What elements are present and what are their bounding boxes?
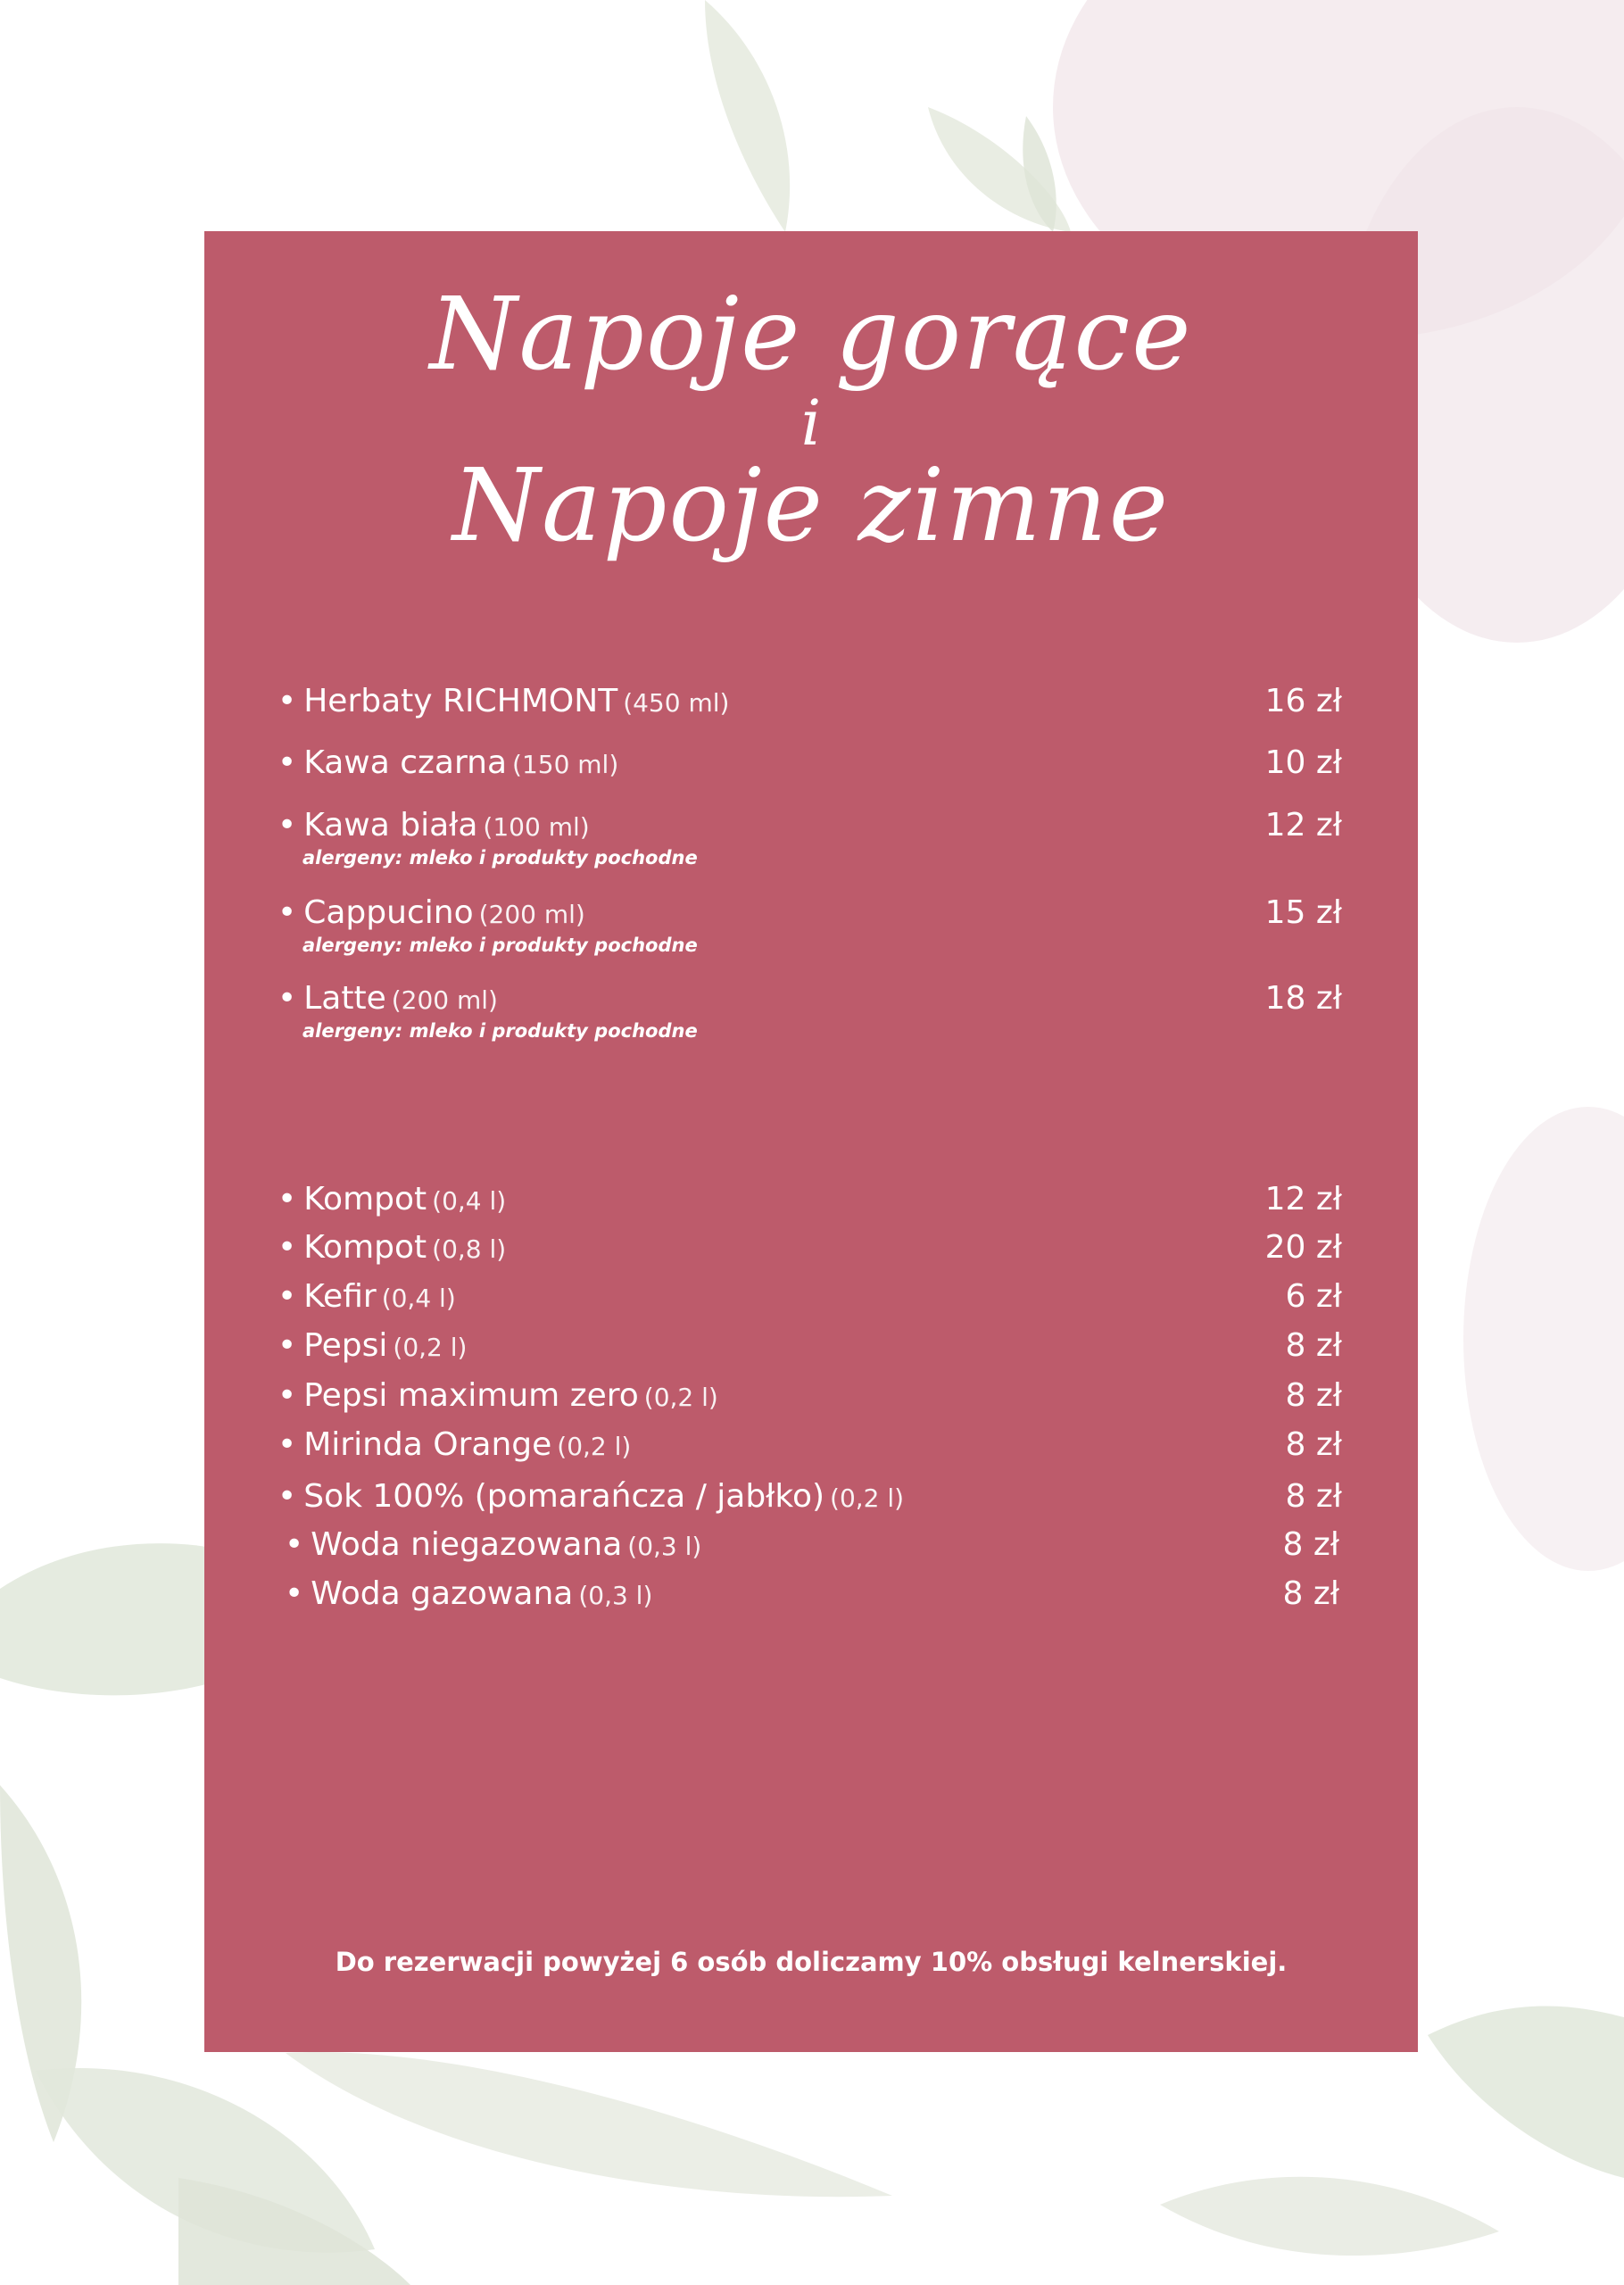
item-name: • Pepsi maximum zero (0,2 l) (278, 1377, 718, 1414)
hot-drink-item (204, 744, 1418, 797)
title-line-cold-drinks: Napoje zimne (452, 448, 1170, 564)
item-volume: (200 ml) (478, 900, 585, 929)
item-allergen-note: alergeny: mleko i produkty pochodne (302, 935, 698, 956)
item-price: 18 zł (1264, 980, 1342, 1017)
item-name: • Kawa biała (100 ml) (278, 807, 590, 843)
cold-drink-item (204, 1228, 1418, 1282)
hot-drink-item (204, 979, 1418, 1042)
item-volume: (150 ml) (512, 750, 619, 779)
item-name: • Latte (200 ml) (278, 980, 498, 1017)
item-name: • Cappucino (200 ml) (278, 894, 585, 931)
title-line-conjunction: i (800, 386, 822, 460)
item-volume: (100 ml) (483, 812, 590, 842)
item-name: • Kompot (0,4 l) (278, 1181, 507, 1217)
item-name: • Herbaty RICHMONT (450 ml) (278, 683, 730, 719)
cold-drink-item (204, 1477, 1418, 1531)
item-name: • Pepsi (0,2 l) (278, 1327, 468, 1364)
menu-title (204, 277, 1418, 570)
hot-drink-item (204, 682, 1418, 735)
menu-card (204, 231, 1418, 2052)
item-volume: (200 ml) (391, 985, 498, 1015)
item-allergen-note: alergeny: mleko i produkty pochodne (302, 1020, 698, 1042)
item-volume: (0,3 l) (627, 1532, 702, 1561)
item-volume: (0,4 l) (432, 1186, 507, 1216)
item-price: 8 zł (1285, 1478, 1342, 1515)
title-line-hot-drinks: Napoje gorące (429, 277, 1193, 393)
hot-drink-item (204, 893, 1418, 956)
item-volume: (450 ml) (623, 688, 730, 718)
item-price: 8 zł (1285, 1327, 1342, 1364)
cold-drink-item (204, 1180, 1418, 1234)
cold-drink-item (204, 1525, 1418, 1579)
item-name: • Kawa czarna (150 ml) (278, 744, 619, 781)
item-volume: (0,2 l) (393, 1333, 468, 1362)
item-name: • Woda niegazowana (0,3 l) (285, 1526, 702, 1563)
item-volume: (0,2 l) (557, 1432, 632, 1461)
item-price: 8 zł (1285, 1426, 1342, 1463)
item-volume: (0,4 l) (381, 1284, 456, 1313)
cold-drink-item (204, 1425, 1418, 1479)
item-price: 6 zł (1285, 1278, 1342, 1315)
item-price: 8 zł (1285, 1377, 1342, 1414)
item-name: • Mirinda Orange (0,2 l) (278, 1426, 632, 1463)
item-volume: (0,2 l) (643, 1383, 718, 1412)
item-name: • Sok 100% (pomarańcza / jabłko) (0,2 l) (278, 1478, 905, 1515)
item-price: 12 zł (1264, 807, 1342, 843)
item-volume: (0,2 l) (830, 1483, 905, 1513)
item-price: 10 zł (1264, 744, 1342, 781)
item-name: • Woda gazowana (0,3 l) (285, 1575, 653, 1612)
item-price: 8 zł (1282, 1575, 1339, 1612)
service-charge-note: Do rezerwacji powyżej 6 osób doliczamy 10% obsługi kelnerskiej. (335, 1947, 1288, 1977)
item-volume: (0,3 l) (578, 1581, 653, 1610)
item-allergen-note: alergeny: mleko i produkty pochodne (302, 847, 698, 868)
cold-drink-item (204, 1575, 1418, 1628)
cold-drink-item (204, 1326, 1418, 1380)
item-volume: (0,8 l) (432, 1234, 507, 1264)
item-price: 15 zł (1264, 894, 1342, 931)
item-price: 16 zł (1264, 683, 1342, 719)
item-price: 8 zł (1282, 1526, 1339, 1563)
item-price: 20 zł (1264, 1229, 1342, 1266)
cold-drink-item (204, 1376, 1418, 1430)
hot-drink-item (204, 806, 1418, 868)
item-name: • Kefir (0,4 l) (278, 1278, 456, 1315)
item-price: 12 zł (1264, 1181, 1342, 1217)
item-name: • Kompot (0,8 l) (278, 1229, 507, 1266)
cold-drink-item (204, 1277, 1418, 1331)
